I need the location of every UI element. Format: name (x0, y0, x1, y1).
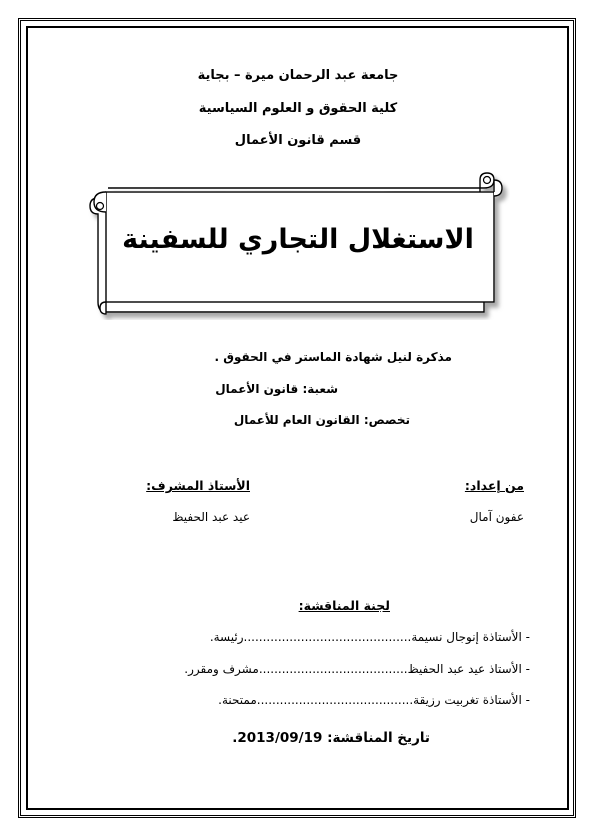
member-name: - الأستاذة إنوجال نسيمة (411, 630, 530, 644)
department-name: قسم قانون الأعمال (234, 133, 362, 148)
member-dots: ....................................... (258, 662, 408, 676)
member-name: - الأستاذ عيد عبد الحفيظ (407, 662, 530, 676)
member-role: مشرف ومقرر. (184, 662, 259, 676)
member-role: رئيسة. (209, 630, 244, 644)
university-name: جامعة عبد الرحمان ميرة – بجاية (197, 68, 399, 83)
degree-line: مذكرة لنيل شهادة الماستر في الحقوق . (214, 350, 452, 364)
member-role: ممتحنة. (218, 693, 257, 707)
supervisor-name: عيد عبد الحفيظ (172, 510, 250, 524)
specialty-line: تخصص: القانون العام للأعمال (233, 413, 410, 427)
member-dots: ............................................ (243, 630, 412, 644)
member-dots: ......................................... (256, 693, 414, 707)
committee-member-2 (184, 662, 530, 676)
branch-line: شعبة: قانون الأعمال (215, 382, 338, 396)
committee-member-3 (218, 693, 530, 707)
prepared-by-label: من إعداد: (464, 478, 524, 493)
faculty-name: كلية الحقوق و العلوم السياسية (198, 101, 398, 116)
member-name: - الأستاذة تغربيت رزيقة (413, 693, 530, 707)
defense-date: تاريخ المناقشة: 2013/09/19. (232, 730, 430, 746)
thesis-title: الاستغلال التجاري للسفينة (122, 224, 474, 255)
committee-label: لجنة المناقشة: (298, 598, 390, 613)
committee-member-1 (210, 630, 530, 644)
supervisor-label: الأستاذ المشرف: (146, 478, 250, 493)
prepared-by-name: عفون آمال (469, 510, 524, 524)
